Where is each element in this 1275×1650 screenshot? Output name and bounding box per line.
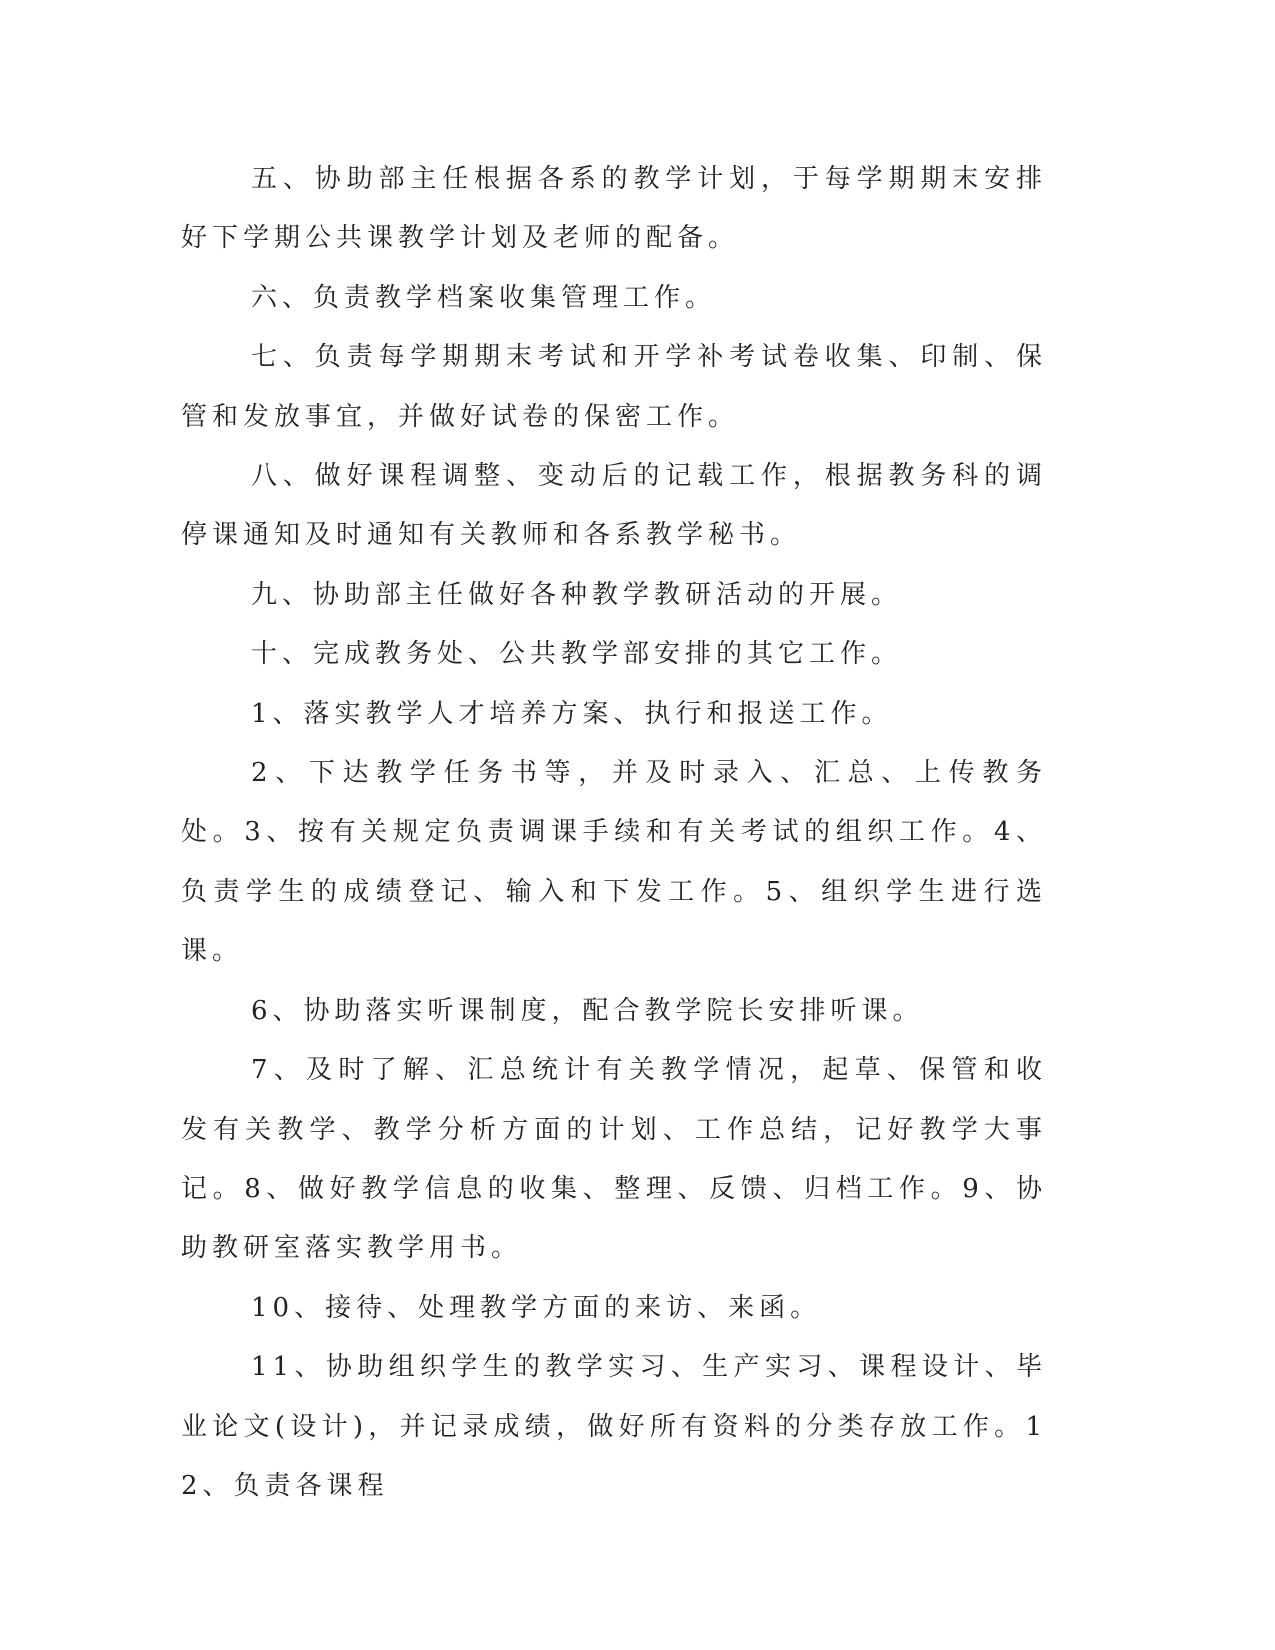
items-7-9: 7、及时了解、汇总统计有关教学情况，起草、保管和收发有关教学、教学分析方面的计划、工作总结，记好教学大事记。8、做好教学信息的收集、整理、反馈、归档工作。9、协助教研室落实教学用书。 xyxy=(181,1055,1047,1264)
item-6: 6、协助落实听课制度，配合教学院长安排听课。 xyxy=(251,995,924,1026)
paragraph-8: 八、做好课程调整、变动后的记载工作，根据教务科的调停课通知及时通知有关教师和各系教学秘书。 xyxy=(181,461,1047,551)
paragraph-9: 九、协助部主任做好各种教学教研活动的开展。 xyxy=(251,579,903,610)
document-body xyxy=(181,150,1047,1516)
item-1: 1、落实教学人才培养方案、执行和报送工作。 xyxy=(251,698,893,729)
items-11-12: 11、协助组织学生的教学实习、生产实习、课程设计、毕业论文(设计)，并记录成绩，做好所有资料的分类存放工作。12、负责各课程 xyxy=(181,1352,1047,1501)
item-10: 10、接待、处理教学方面的来访、来函。 xyxy=(251,1292,822,1323)
paragraph-10: 十、完成教务处、公共教学部安排的其它工作。 xyxy=(251,639,903,670)
items-2-5: 2、下达教学任务书等，并及时录入、汇总、上传教务处。3、按有关规定负责调课手续和有关考试的组织工作。4、负责学生的成绩登记、输入和下发工作。5、组织学生进行选课。 xyxy=(181,758,1047,967)
paragraph-7: 七、负责每学期期末考试和开学补考试卷收集、印制、保管和发放事宜，并做好试卷的保密工作。 xyxy=(181,342,1047,432)
paragraph-5: 五、协助部主任根据各系的教学计划，于每学期期末安排好下学期公共课教学计划及老师的配备。 xyxy=(181,164,1047,254)
paragraph-6: 六、负责教学档案收集管理工作。 xyxy=(251,282,717,313)
